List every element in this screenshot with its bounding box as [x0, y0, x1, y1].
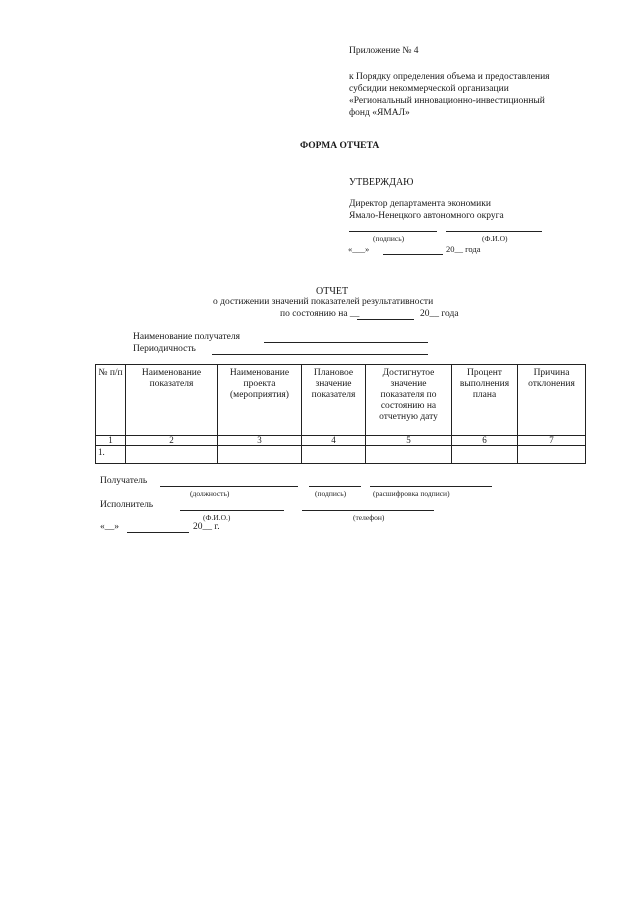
- approve-signature-line: [349, 231, 437, 232]
- col-header-reason: Причина отклонения: [518, 365, 586, 436]
- appendix-line: субсидии некоммерческой организации: [349, 84, 509, 94]
- approve-title: УТВЕРЖДАЮ: [349, 177, 414, 188]
- approve-date-open: «___»: [348, 244, 370, 254]
- report-date-year: 20__ года: [420, 309, 459, 319]
- table-cell: 1.: [96, 446, 126, 464]
- table-cell: [302, 446, 366, 464]
- appendix-line: «Региональный инновационно-инвестиционный: [349, 96, 545, 106]
- approve-position: [349, 198, 504, 222]
- appendix-line: к Порядку определения объема и предоставления: [349, 72, 550, 82]
- col-number: 3: [218, 436, 302, 446]
- recipient-line: [264, 342, 428, 343]
- executor-fio-line: [180, 510, 284, 511]
- periodicity-label: Периодичность: [133, 344, 196, 354]
- table-row: [96, 446, 586, 464]
- approve-name-caption: (Ф.И.О): [482, 234, 508, 243]
- appendix-line: фонд «ЯМАЛ»: [349, 108, 410, 118]
- table-cell: [126, 446, 218, 464]
- form-title: ФОРМА ОТЧЕТА: [300, 141, 380, 151]
- signature-recipient-label: Получатель: [100, 476, 148, 486]
- report-date-line: [357, 319, 414, 320]
- report-date-prefix: по состоянию на __: [280, 309, 360, 319]
- signature-date-open: «__»: [100, 522, 119, 532]
- approve-signature-caption: (подпись): [373, 234, 405, 243]
- approve-position-line: Ямало-Ненецкого автономного округа: [349, 211, 504, 221]
- report-title: ОТЧЕТ: [316, 286, 349, 297]
- table-number-row: [96, 436, 586, 446]
- table-header-row: [96, 365, 586, 436]
- signature-date-line: [127, 532, 189, 533]
- periodicity-line: [212, 354, 428, 355]
- col-header-project: Наименование проекта (мероприятия): [218, 365, 302, 436]
- signature-decoding-caption: (расшифровка подписи): [373, 489, 450, 498]
- col-number: 4: [302, 436, 366, 446]
- col-header-planned: Плановое значение показателя: [302, 365, 366, 436]
- col-number: 5: [366, 436, 452, 446]
- signature-position-line: [160, 486, 298, 487]
- appendix-title: Приложение № 4: [349, 46, 419, 56]
- approve-position-line: Директор департамента экономики: [349, 199, 491, 209]
- table-cell: [452, 446, 518, 464]
- appendix-text: [349, 71, 550, 119]
- col-header-percent: Процент выполнения плана: [452, 365, 518, 436]
- col-number: 6: [452, 436, 518, 446]
- col-number: 1: [96, 436, 126, 446]
- approve-date-year: 20__ года: [446, 244, 481, 254]
- signature-decoding-line: [370, 486, 492, 487]
- executor-phone-caption: (телефон): [353, 513, 385, 522]
- report-subtitle: о достижении значений показателей результативности: [213, 297, 434, 307]
- approve-name-line: [446, 231, 542, 232]
- col-header-number: № п/п: [96, 365, 126, 436]
- col-number: 2: [126, 436, 218, 446]
- signature-sign-line: [309, 486, 361, 487]
- report-table: [95, 364, 586, 464]
- executor-label: Исполнитель: [100, 500, 154, 510]
- col-header-indicator: Наименование показателя: [126, 365, 218, 436]
- executor-phone-line: [302, 510, 434, 511]
- table-cell: [218, 446, 302, 464]
- col-number: 7: [518, 436, 586, 446]
- col-header-achieved: Достигнутое значение показателя по состоянию на отчетную дату: [366, 365, 452, 436]
- signature-sign-caption: (подпись): [315, 489, 347, 498]
- executor-fio-caption: (Ф.И.О.): [203, 513, 231, 522]
- signature-position-caption: (должность): [190, 489, 230, 498]
- approve-date-line: [383, 254, 443, 255]
- recipient-label: Наименование получателя: [133, 332, 240, 342]
- table-cell: [366, 446, 452, 464]
- signature-date-year: 20__ г.: [193, 522, 220, 532]
- table-cell: [518, 446, 586, 464]
